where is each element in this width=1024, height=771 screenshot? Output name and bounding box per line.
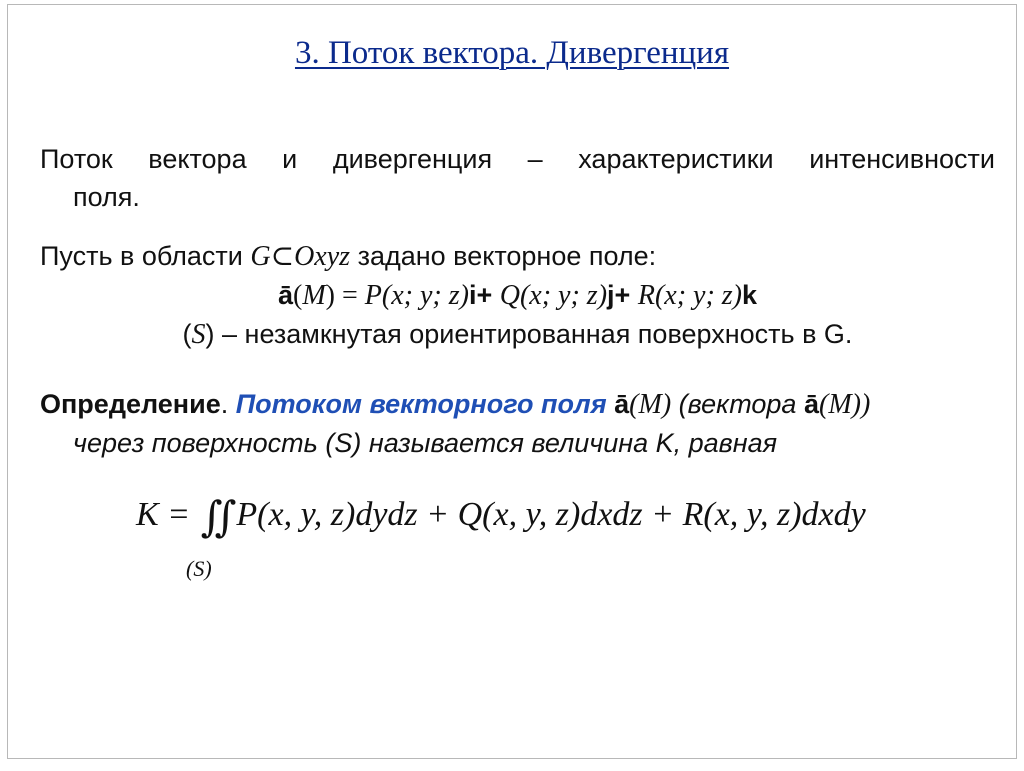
surface-line [40, 315, 995, 354]
setup-line-1 [40, 237, 995, 276]
double-integral-symbol: ∬ [200, 495, 229, 541]
slide [7, 4, 1017, 759]
setup-text: Пусть в области [40, 241, 251, 271]
intro-line-1 [40, 140, 995, 178]
equals: ) = [325, 280, 365, 311]
plus: + [476, 280, 500, 310]
definition-paragraph [40, 385, 995, 462]
surface-text: ) – незамкнутая ориентированная поверхность в G. [205, 319, 853, 349]
unit-j: j [607, 280, 615, 310]
paren: ( [182, 319, 192, 349]
definition-dot: . [220, 389, 236, 419]
intro-word: вектора [148, 144, 247, 174]
paren: ( [292, 280, 303, 311]
formula-rhs: P(x, y, z)dydz + Q(x, y, z)dxdz + R(x, y, z)dxdy [236, 496, 866, 533]
args: (x; y; z) [654, 280, 742, 311]
intro-word: дивергенция [332, 144, 493, 174]
setup-text: задано векторное поле: [350, 241, 657, 271]
surface-S: S [191, 319, 206, 350]
setup-paragraph [40, 237, 995, 354]
vector-field-formula [40, 276, 995, 315]
intro-word: и [282, 144, 298, 174]
definition-label: Определение [40, 389, 221, 419]
component-R: R [637, 280, 655, 311]
intro-paragraph [40, 140, 995, 216]
unit-i: i [468, 280, 477, 310]
integral-domain: (S) [186, 556, 212, 581]
region-symbol: G [250, 241, 271, 272]
intro-word: – [527, 144, 543, 174]
definition-term: Потоком векторного поля [235, 389, 615, 419]
subset-symbol: ⊂ [270, 241, 295, 272]
unit-k: k [742, 280, 758, 310]
intro-line-2: поля. [73, 182, 140, 212]
space-symbol: Oxyz [294, 241, 351, 272]
flux-formula [136, 492, 866, 542]
plus: + [614, 280, 638, 310]
intro-word: интенсивности [809, 144, 995, 174]
component-P: P [364, 280, 382, 311]
vector-a-symbol: ā [277, 280, 293, 310]
component-Q: Q [499, 280, 520, 311]
intro-word: Поток [40, 144, 113, 174]
formula-lhs: K = [136, 496, 199, 533]
intro-word: характеристики [578, 144, 774, 174]
args: (x; y; z) [381, 280, 469, 311]
point-M: (M)) [819, 389, 871, 420]
slide-title: 3. Поток вектора. Дивергенция [294, 35, 730, 71]
point-M: (M) [629, 389, 672, 420]
point-M: M [302, 280, 326, 311]
vector-a-symbol: ā [614, 389, 630, 419]
definition-text: (вектора [671, 389, 804, 419]
definition-line-2: через поверхность (S) называется величина K, равная [73, 428, 778, 458]
vector-a-symbol: ā [803, 389, 819, 419]
definition-line-1 [40, 385, 995, 424]
args: (x; y; z) [519, 280, 608, 311]
